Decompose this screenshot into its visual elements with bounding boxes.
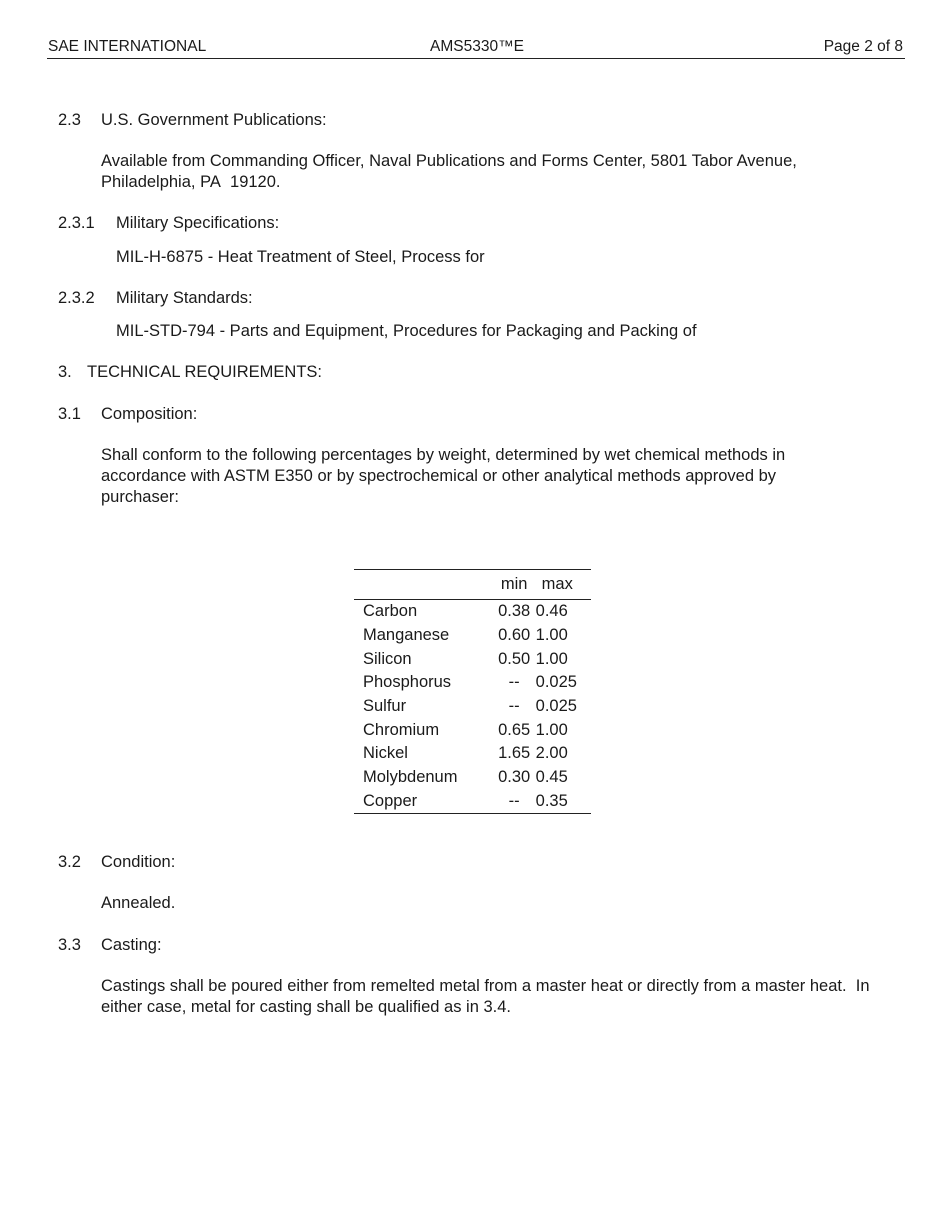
element-name: Silicon (363, 649, 412, 668)
section-number: 3.1 (58, 405, 81, 423)
max-value: 1.00 (535, 626, 568, 645)
max-value: 0.46 (535, 602, 568, 621)
table-row (354, 742, 591, 766)
min-value: -- (508, 697, 520, 716)
section-paragraph: MIL-STD-794 - Parts and Equipment, Procedures for Packaging and Packing of (116, 322, 697, 340)
max-value: 0.45 (535, 768, 568, 787)
table-row (354, 766, 591, 790)
max-value: 2.00 (535, 744, 568, 763)
section-paragraph: Castings shall be poured either from remelted metal from a master heat or directly from a master heat. In either case, metal for casting shall be qualified as in 3.4. (101, 977, 870, 1016)
table-row (354, 695, 591, 719)
table-header-element (354, 570, 493, 600)
table-header-max: max (536, 570, 591, 600)
min-value: 0.38 (498, 602, 531, 621)
element-name: Phosphorus (363, 673, 452, 692)
min-value: 0.65 (498, 720, 531, 739)
section-title: Condition: (101, 853, 176, 871)
header-page-number: Page 2 of 8 (823, 38, 903, 55)
table-header-min: min (493, 570, 536, 600)
max-value: 1.00 (535, 649, 568, 668)
section-title: Composition: (101, 405, 198, 423)
table-row (354, 671, 591, 695)
min-value: 0.50 (498, 649, 531, 668)
element-name: Molybdenum (363, 768, 458, 787)
element-name: Chromium (363, 720, 440, 739)
element-name: Nickel (363, 744, 408, 763)
section-title: U.S. Government Publications: (101, 111, 327, 129)
header-divider (47, 58, 905, 59)
min-value: 0.60 (498, 626, 531, 645)
min-value: 1.65 (498, 744, 531, 763)
table-row (354, 600, 591, 624)
element-name: Copper (363, 791, 418, 810)
section-paragraph: Shall conform to the following percentages by weight, determined by wet chemical methods in accordance with ASTM E350 or by spectrochemical or other analytical methods approved by purchaser: (101, 446, 786, 506)
max-value: 0.025 (535, 673, 577, 692)
section-number: 3.3 (58, 936, 81, 954)
element-name: Manganese (363, 626, 450, 645)
min-value: 0.30 (498, 768, 531, 787)
table-row (354, 624, 591, 648)
section-title: Military Standards: (116, 289, 253, 307)
section-paragraph: Annealed. (101, 894, 176, 912)
element-name: Carbon (363, 602, 418, 621)
table-row (354, 647, 591, 671)
composition-table (354, 569, 591, 814)
max-value: 0.025 (535, 697, 577, 716)
header-org: SAE INTERNATIONAL (48, 38, 207, 55)
section-paragraph: Available from Commanding Officer, Naval Publications and Forms Center, 5801 Tabor Avenue, Philadelphia, PA 19120. (101, 152, 797, 191)
section-title: Casting: (101, 936, 162, 954)
section-paragraph: MIL-H-6875 - Heat Treatment of Steel, Process for (116, 248, 485, 266)
max-value: 1.00 (535, 720, 568, 739)
table-row (354, 718, 591, 742)
min-value: -- (508, 673, 520, 692)
section-number: 3. (58, 363, 72, 381)
max-value: 0.35 (535, 791, 568, 810)
min-value: -- (508, 791, 520, 810)
section-number: 2.3.2 (58, 289, 95, 307)
element-name: Sulfur (363, 697, 407, 716)
section-number: 2.3 (58, 111, 81, 129)
section-title: TECHNICAL REQUIREMENTS: (87, 363, 322, 381)
section-number: 2.3.1 (58, 214, 95, 232)
table-row (354, 790, 591, 814)
table-header-row (354, 570, 591, 600)
header-doc-id: AMS5330™E (430, 38, 524, 55)
section-title: Military Specifications: (116, 214, 280, 232)
section-number: 3.2 (58, 853, 81, 871)
